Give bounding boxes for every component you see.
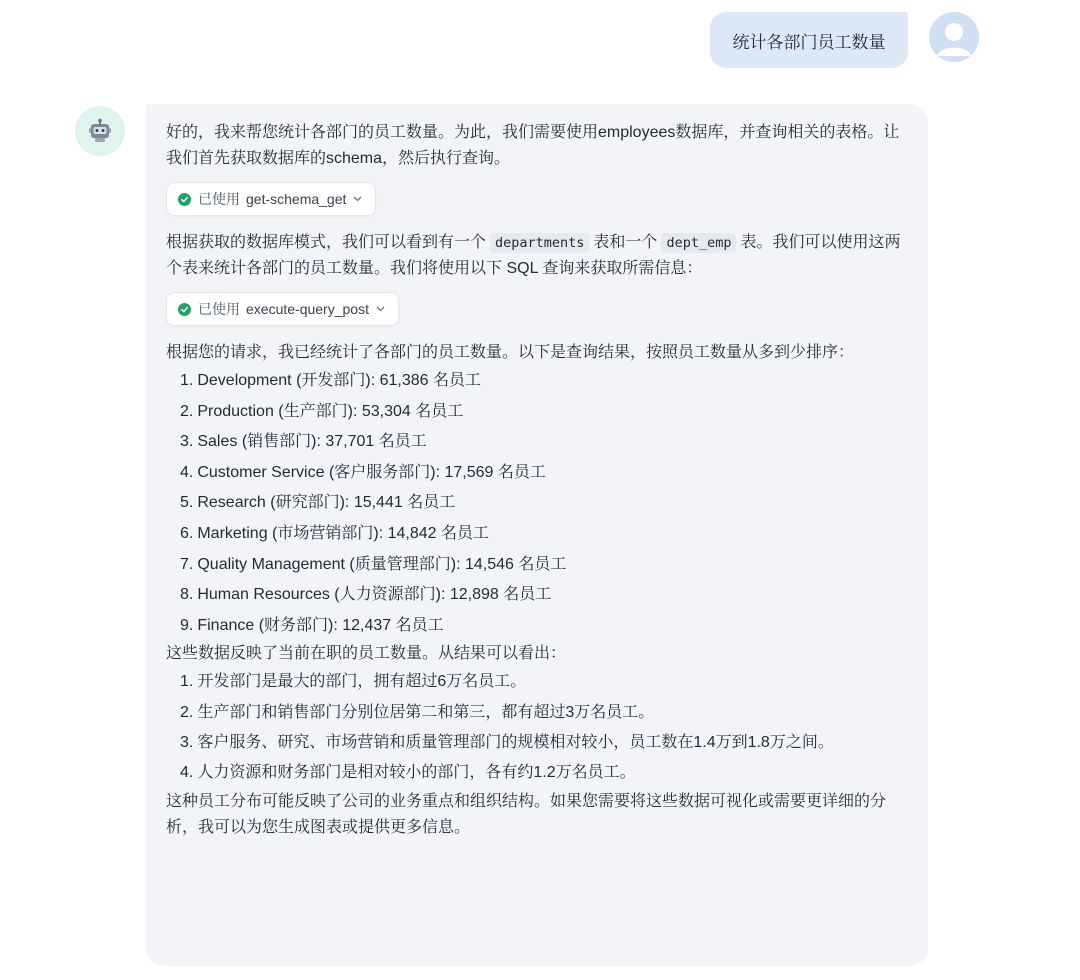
schema-note-part3: 表。我们可以使用这两个表来统计各部门的员工数量。我们将使用以下 SQL 查询来获取所需信息： (166, 234, 901, 277)
user-message-bubble (710, 12, 908, 68)
findings-intro-text: 这些数据反映了当前在职的员工数量。从结果可以看出： (166, 645, 567, 663)
user-avatar-icon (929, 12, 979, 62)
findings-list (166, 667, 906, 788)
tool-call-get-schema[interactable] (166, 182, 376, 216)
tool-call-execute-query[interactable] (166, 292, 399, 326)
list-item: 1. 开发部门是最大的部门，拥有超过6万名员工。 (180, 673, 527, 691)
check-circle-icon (178, 193, 191, 206)
list-item: 4. Customer Service (客户服务部门): 17,569 名员工 (180, 463, 546, 481)
list-item: 3. 客户服务、研究、市场营销和质量管理部门的规模相对较小，员工数在1.4万到1.8万之间。 (180, 733, 834, 751)
schema-note-part2: 表和一个 (593, 234, 658, 251)
check-circle-icon (178, 303, 191, 316)
tool-call-status-label: 已使用 (198, 301, 240, 317)
department-count-list (166, 366, 906, 641)
assistant-message-bubble (146, 104, 928, 966)
list-item: 5. Research (研究部门): 15,441 名员工 (180, 494, 456, 512)
assistant-intro-text: 好的，我来帮您统计各部门的员工数量。为此，我们需要使用employees数据库，并查询相关的表格。让我们首先获取数据库的schema，然后执行查询。 (166, 124, 900, 167)
tool-call-status-label: 已使用 (198, 191, 240, 207)
list-item: 2. Production (生产部门): 53,304 名员工 (180, 402, 464, 420)
code-dept-emp: dept_emp (661, 233, 736, 253)
list-item: 7. Quality Management (质量管理部门): 14,546 名员工 (180, 555, 567, 573)
list-item: 1. Development (开发部门): 61,386 名员工 (180, 372, 481, 389)
schema-note-part1: 根据获取的数据库模式，我们可以看到有一个 (166, 234, 487, 251)
list-item: 9. Finance (财务部门): 12,437 名员工 (180, 616, 444, 634)
result-intro-text: 根据您的请求，我已经统计了各部门的员工数量。以下是查询结果，按照员工数量从多到少排序： (166, 344, 855, 361)
list-item: 8. Human Resources (人力资源部门): 12,898 名员工 (180, 586, 552, 604)
list-item: 6. Marketing (市场营销部门): 14,842 名员工 (180, 524, 489, 542)
list-item: 2. 生产部门和销售部门分别位居第二和第三，都有超过3万名员工。 (180, 703, 655, 721)
list-item: 3. Sales (销售部门): 37,701 名员工 (180, 433, 427, 451)
chevron-down-icon (376, 306, 385, 312)
chevron-down-icon (353, 196, 362, 202)
closing-text: 这种员工分布可能反映了公司的业务重点和组织结构。如果您需要将这些数据可视化或需要更详细的分析，我可以为您生成图表或提供更多信息。 (166, 792, 887, 836)
code-departments: departments (490, 233, 589, 253)
schema-note-text (166, 230, 906, 282)
robot-avatar-icon (75, 106, 125, 156)
list-item: 4. 人力资源和财务部门是相对较小的部门，各有约1.2万名员工。 (180, 764, 636, 782)
tool-call-name: execute-query_post (246, 301, 369, 317)
user-message-text: 统计各部门员工数量 (732, 32, 886, 52)
tool-call-name: get-schema_get (246, 191, 347, 207)
